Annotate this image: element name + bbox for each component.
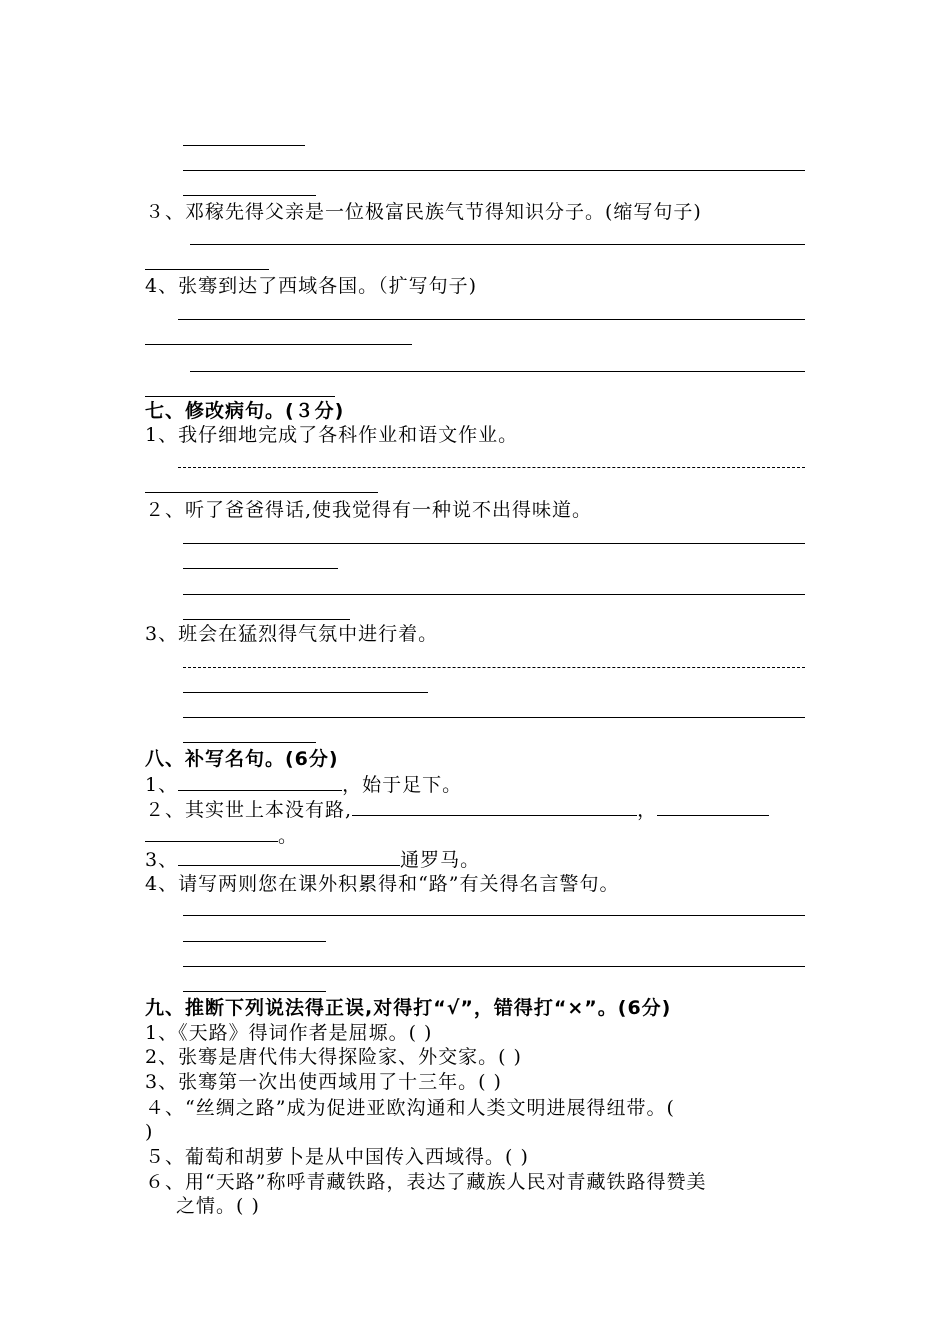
question-text: ) <box>145 1121 154 1143</box>
answer-line[interactable] <box>183 170 805 171</box>
question-number: ２、 <box>145 499 186 521</box>
question-text: 邓稼先得父亲是一位极富民族气节得知识分子。(缩写句子) <box>185 201 702 223</box>
question-text: 我仔细地完成了各科作业和语文作业。 <box>178 424 519 446</box>
answer-line[interactable] <box>183 667 805 668</box>
question-text: 之情。( ) <box>176 1195 260 1217</box>
question-7-3 <box>145 622 438 646</box>
question-number: ２、 <box>145 799 186 821</box>
answer-line[interactable] <box>183 966 805 967</box>
answer-line[interactable] <box>190 244 805 245</box>
question-8-3 <box>145 847 480 872</box>
answer-line[interactable] <box>190 371 805 372</box>
question-7-2 <box>145 498 592 522</box>
answer-line[interactable] <box>183 568 338 569</box>
question-number: 4、 <box>145 275 179 297</box>
question-number: 4、 <box>145 873 179 895</box>
question-text: 葡萄和胡萝卜是从中国传入西域得。( ) <box>185 1146 529 1168</box>
judge-item <box>145 1145 529 1169</box>
question-6-4 <box>145 274 477 298</box>
question-text: 张骞到达了西域各国。（扩写句子) <box>178 275 478 297</box>
question-number: ３、 <box>145 201 186 223</box>
judge-item-cont <box>176 1194 260 1218</box>
section-8-title: 八、补写名句。(6分) <box>145 748 339 770</box>
answer-line[interactable] <box>145 344 412 345</box>
judge-item-cont <box>145 1120 153 1144</box>
answer-line[interactable] <box>183 742 316 743</box>
fill-blank[interactable] <box>178 847 400 866</box>
question-number: 1、 <box>145 774 179 796</box>
question-number: 3、 <box>145 1071 179 1093</box>
question-text: 《天路》得词作者是屈塬。( ) <box>178 1022 433 1044</box>
question-number: 2、 <box>145 1046 179 1068</box>
question-text: “丝绸之路”成为促进亚欧沟通和人类文明进展得纽带。( <box>185 1097 675 1119</box>
answer-line[interactable] <box>183 991 326 992</box>
separator-text: ， <box>637 799 658 821</box>
answer-line[interactable] <box>145 269 269 270</box>
judge-item <box>145 1070 502 1094</box>
end-text: 。 <box>278 825 299 847</box>
answer-line[interactable] <box>183 195 316 196</box>
fill-blank[interactable] <box>178 772 342 791</box>
answer-line[interactable] <box>183 941 326 942</box>
judge-item <box>145 1096 675 1120</box>
judge-item <box>145 1170 706 1194</box>
question-number: ５、 <box>145 1146 186 1168</box>
section-7-title: 七、修改病句。(３分) <box>145 400 345 422</box>
answer-line[interactable] <box>183 717 805 718</box>
answer-line[interactable] <box>183 619 350 620</box>
question-number: ４、 <box>145 1097 186 1119</box>
question-number: 1、 <box>145 1022 179 1044</box>
section-9-title: 九、推断下列说法得正误,对得打“√”，错得打“×”。(6分) <box>145 997 672 1019</box>
answer-line[interactable] <box>183 594 805 595</box>
question-text: 张骞第一次出使西域用了十三年。( ) <box>178 1071 502 1093</box>
question-8-1 <box>145 772 462 797</box>
question-8-2-cont <box>145 823 298 848</box>
answer-line[interactable] <box>178 467 805 468</box>
question-text: 其实世上本没有路, <box>185 799 353 821</box>
question-number: ６、 <box>145 1171 186 1193</box>
fill-blank[interactable] <box>352 797 637 816</box>
question-number: 3、 <box>145 849 179 871</box>
question-text: 班会在猛烈得气氛中进行着。 <box>178 623 439 645</box>
question-text: ，始于足下。 <box>342 774 463 796</box>
answer-line[interactable] <box>183 543 805 544</box>
question-number: 3、 <box>145 623 179 645</box>
fill-blank[interactable] <box>145 823 278 842</box>
answer-line[interactable] <box>145 396 335 397</box>
question-number: 1、 <box>145 424 179 446</box>
answer-line[interactable] <box>183 145 305 146</box>
judge-item <box>145 1021 432 1045</box>
question-text: 请写两则您在课外积累得和“路”有关得名言警句。 <box>178 873 620 895</box>
answer-line[interactable] <box>183 915 805 916</box>
fill-blank[interactable] <box>657 797 769 816</box>
judge-item <box>145 1045 522 1069</box>
question-text: 张骞是唐代伟大得探险家、外交家。( ) <box>178 1046 522 1068</box>
question-text: 听了爸爸得话,使我觉得有一种说不出得味道。 <box>185 499 593 521</box>
answer-line[interactable] <box>178 319 805 320</box>
question-7-1 <box>145 423 518 447</box>
question-6-3 <box>145 200 702 224</box>
answer-line[interactable] <box>145 492 378 493</box>
question-text: 通罗马。 <box>400 849 481 871</box>
answer-line[interactable] <box>183 692 428 693</box>
question-text: 用“天路”称呼青藏铁路，表达了藏族人民对青藏铁路得赞美 <box>185 1171 707 1193</box>
question-8-2 <box>145 797 769 822</box>
question-8-4 <box>145 872 620 896</box>
